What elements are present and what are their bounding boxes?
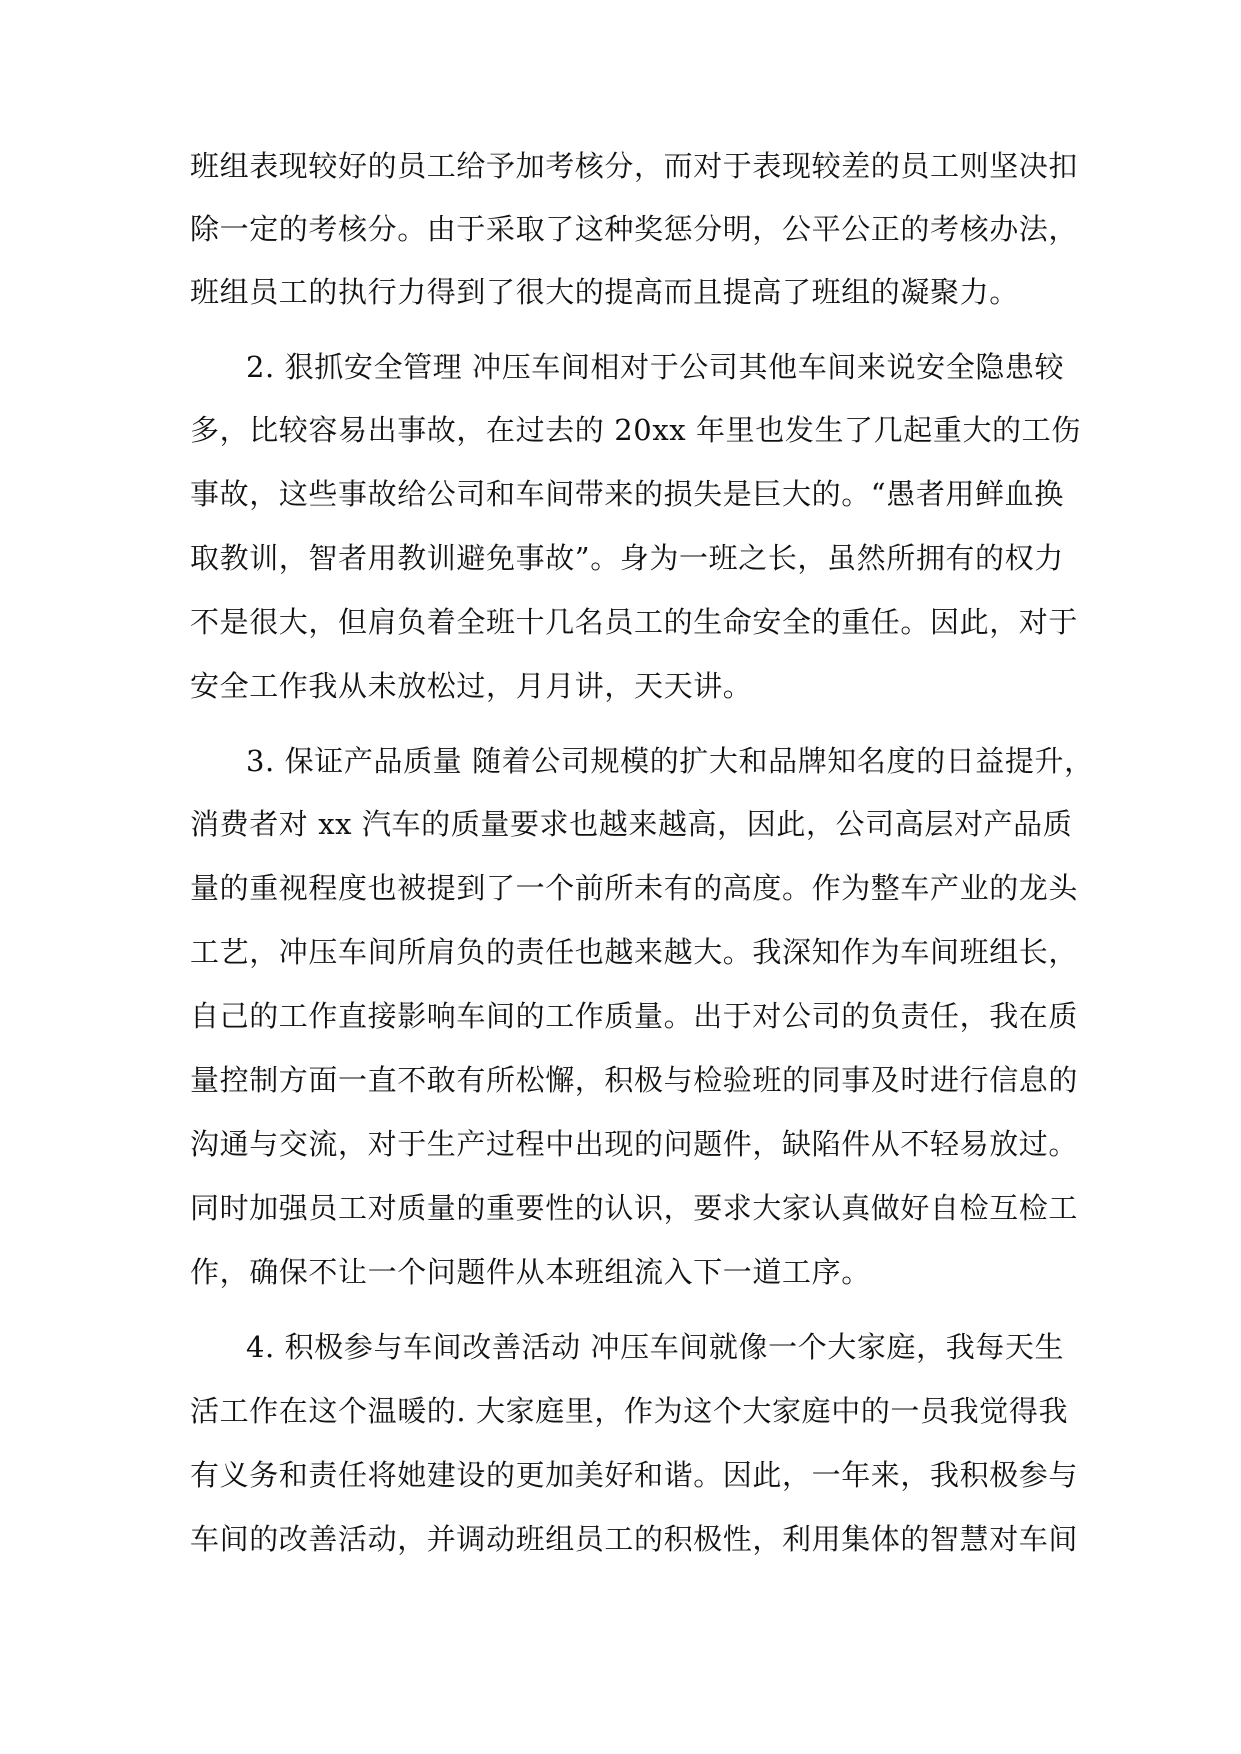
text-line: 除一定的考核分。由于采取了这种奖惩分明，公平公正的考核办法， [190, 212, 1079, 246]
text-line: 车间的改善活动，并调动班组员工的积极性，利用集体的智慧对车间 [190, 1522, 1079, 1556]
paragraph-4-first-line: 4. 积极参与车间改善活动 冲压车间就像一个大家庭，我每天生 [246, 1330, 1065, 1364]
text-line: 沟通与交流，对于生产过程中出现的问题件，缺陷件从不轻易放过。 [190, 1127, 1079, 1161]
text-line: 多，比较容易出事故，在过去的 20xx 年里也发生了几起重大的工伤 [190, 413, 1081, 447]
text-line: 量控制方面一直不敢有所松懈，积极与检验班的同事及时进行信息的 [190, 1063, 1079, 1097]
paragraph-2-first-line: 2. 狠抓安全管理 冲压车间相对于公司其他车间来说安全隐患较 [246, 350, 1065, 384]
text-line: 消费者对 xx 汽车的质量要求也越来越高，因此，公司高层对产品质 [190, 807, 1073, 841]
text-line: 同时加强员工对质量的重要性的认识，要求大家认真做好自检互检工 [190, 1191, 1079, 1225]
paragraph-3-first-line: 3. 保证产品质量 随着公司规模的扩大和品牌知名度的日益提升， [246, 744, 1094, 778]
text-line: 取教训，智者用教训避免事故”。身为一班之长，虽然所拥有的权力 [190, 541, 1064, 575]
text-line: 自己的工作直接影响车间的工作质量。出于对公司的负责任，我在质 [190, 999, 1079, 1033]
text-line: 活工作在这个温暖的. 大家庭里，作为这个大家庭中的一员我觉得我 [190, 1394, 1069, 1428]
text-line: 有义务和责任将她建设的更加美好和谐。因此，一年来，我积极参与 [190, 1458, 1079, 1492]
text-line: 事故，这些事故给公司和车间带来的损失是巨大的。“愚者用鲜血换 [190, 477, 1064, 511]
text-line: 安全工作我从未放松过，月月讲，天天讲。 [190, 669, 753, 703]
text-line: 不是很大，但肩负着全班十几名员工的生命安全的重任。因此，对于 [190, 605, 1079, 639]
text-line: 量的重视程度也被提到了一个前所未有的高度。作为整车产业的龙头 [190, 871, 1079, 905]
text-line: 工艺，冲压车间所肩负的责任也越来越大。我深知作为车间班组长， [190, 935, 1079, 969]
text-line: 作，确保不让一个问题件从本班组流入下一道工序。 [190, 1255, 871, 1289]
text-line: 班组表现较好的员工给予加考核分，而对于表现较差的员工则坚决扣 [190, 149, 1079, 183]
text-line: 班组员工的执行力得到了很大的提高而且提高了班组的凝聚力。 [190, 275, 1019, 309]
